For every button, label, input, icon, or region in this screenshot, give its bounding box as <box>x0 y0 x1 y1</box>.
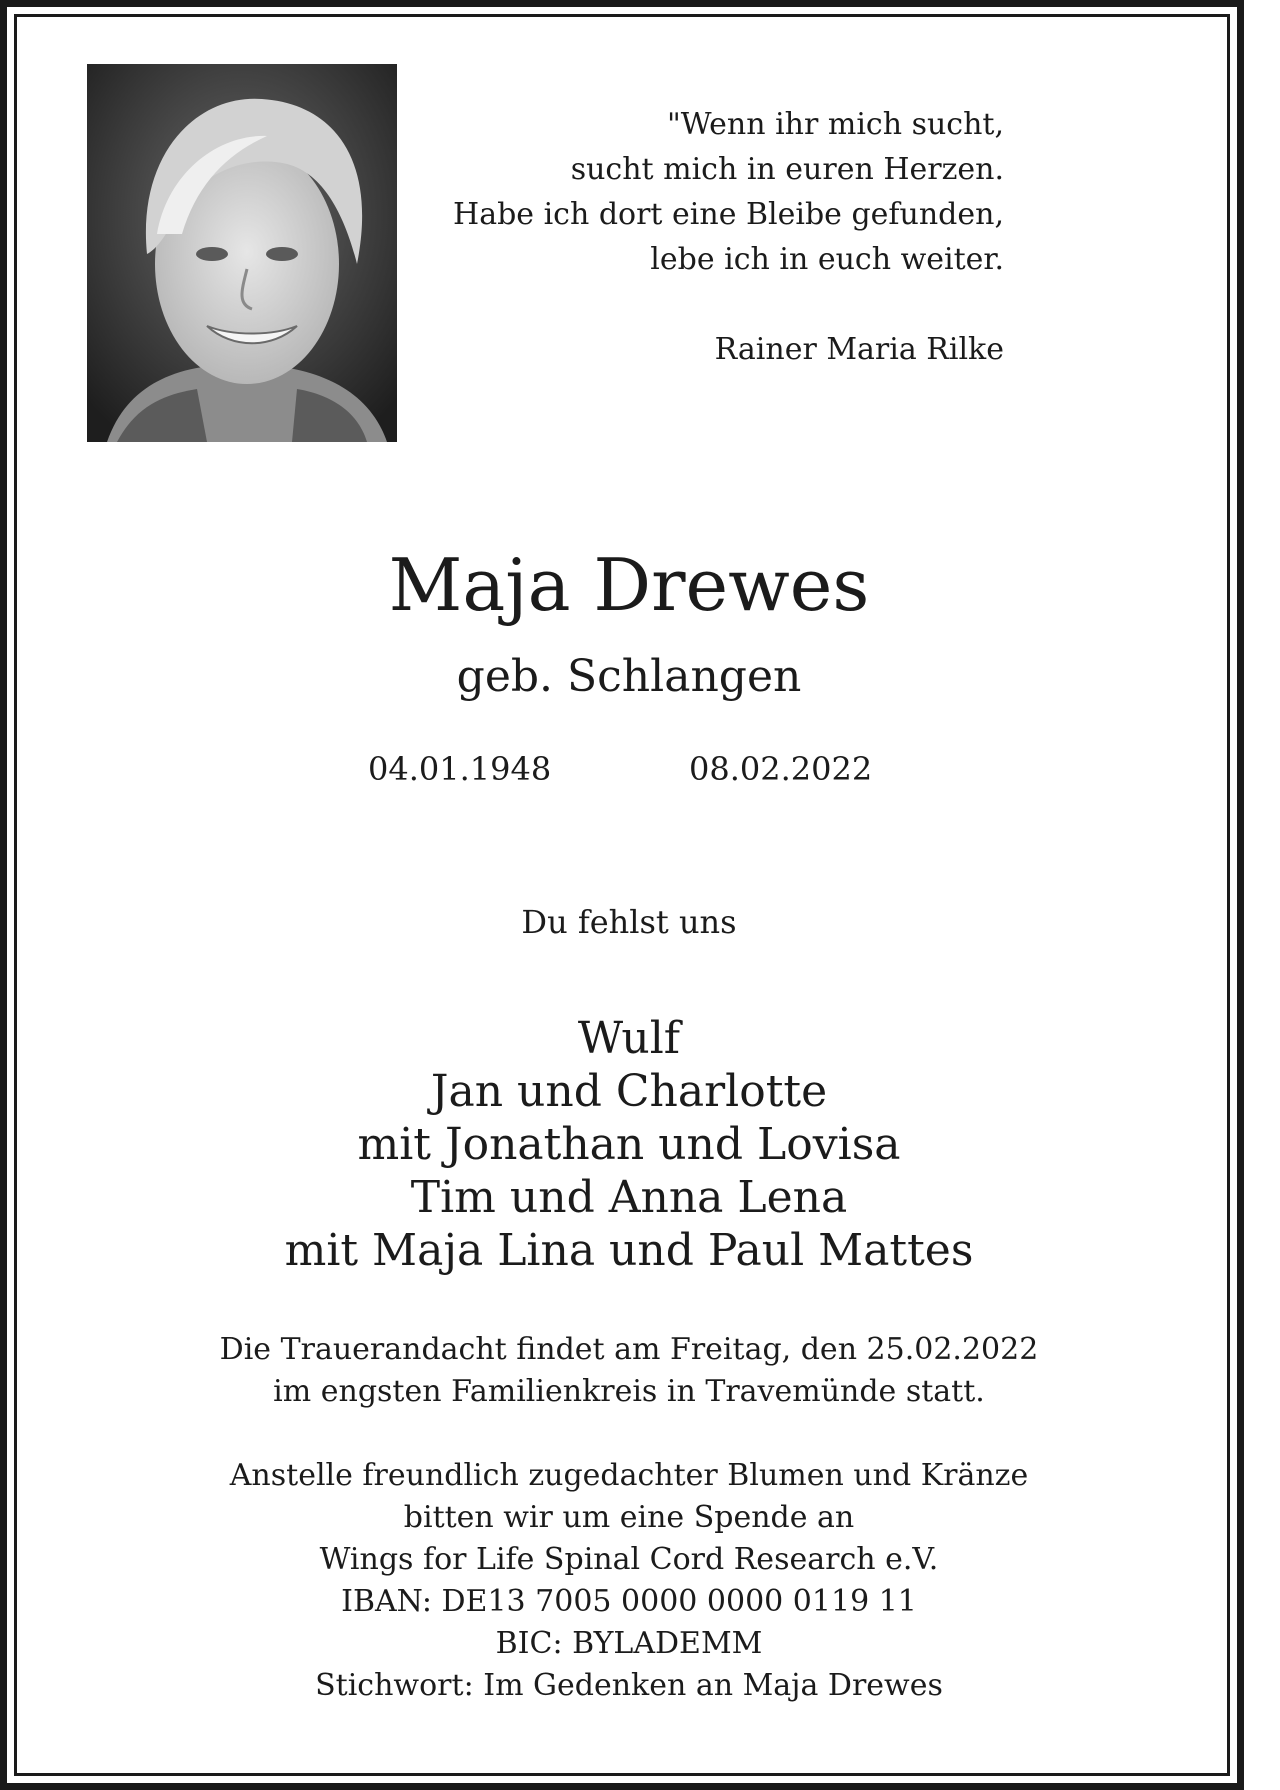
service-line: im engsten Familienkreis in Travemünde statt. <box>273 1374 985 1409</box>
donation-line: Wings for Life Spinal Cord Research e.V. <box>319 1542 939 1577</box>
donation-line: Anstelle freundlich zugedachter Blumen und Kränze <box>229 1458 1029 1493</box>
quote-line: Habe ich dort eine Bleibe gefunden, <box>453 197 1004 232</box>
family-line: Tim und Anna Lena <box>410 1172 848 1223</box>
donation-bic: BIC: BYLADEMM <box>495 1626 763 1661</box>
donation-line: bitten wir um eine Spende an <box>403 1500 855 1535</box>
portrait-photo <box>87 64 397 442</box>
family-names <box>17 1012 1241 1277</box>
birth-name: geb. Schlangen <box>456 651 802 702</box>
family-line: mit Jonathan und Lovisa <box>357 1119 901 1170</box>
quote-line: lebe ich in euch weiter. <box>650 242 1004 277</box>
family-line: Wulf <box>577 1013 681 1064</box>
quote-author: Rainer Maria Rilke <box>714 332 1004 367</box>
rilke-quote <box>364 102 1004 372</box>
family-line: Jan und Charlotte <box>430 1066 828 1117</box>
donation-keyword: Stichwort: Im Gedenken an Maja Drewes <box>315 1668 943 1703</box>
service-line: Die Trauerandacht findet am Freitag, den 25.02.2022 <box>219 1332 1039 1367</box>
deceased-name: Maja Drewes <box>388 543 870 627</box>
quote-line: sucht mich in euren Herzen. <box>570 152 1004 187</box>
message-du-fehlst-uns: Du fehlst uns <box>521 903 737 941</box>
quote-line: "Wenn ihr mich sucht, <box>666 107 1004 142</box>
service-and-donation-notice <box>17 1329 1241 1707</box>
donation-iban: IBAN: DE13 7005 0000 0000 0119 11 <box>341 1584 917 1619</box>
spacer <box>17 1413 1241 1455</box>
birth-date: 04.01.1948 <box>368 750 552 788</box>
family-line: mit Maja Lina und Paul Mattes <box>284 1225 974 1276</box>
death-date: 08.02.2022 <box>689 750 873 788</box>
